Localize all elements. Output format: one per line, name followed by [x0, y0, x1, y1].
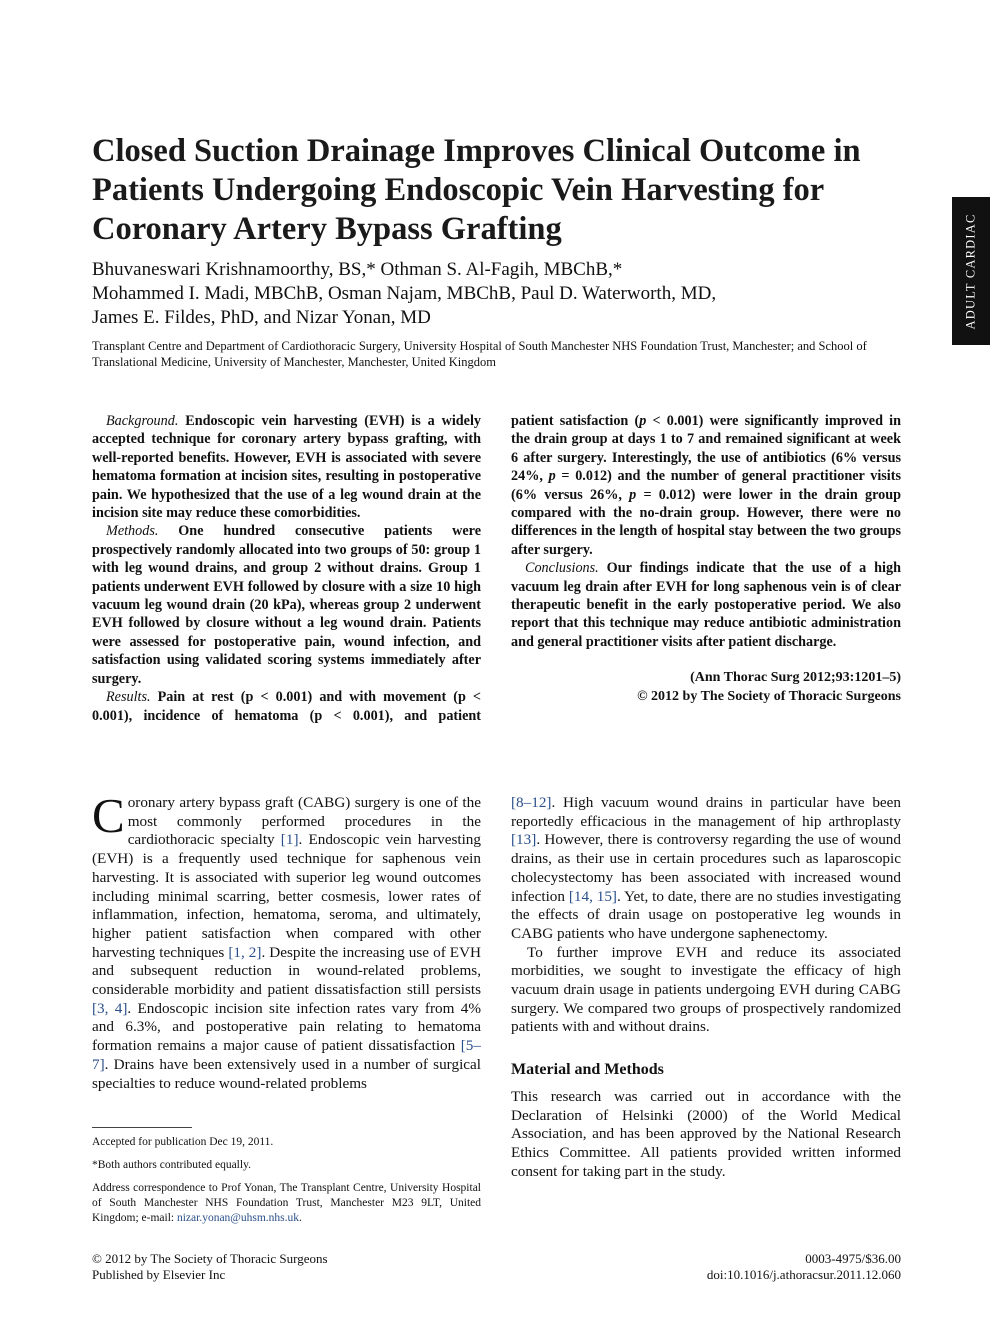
- author-degree: MBChB,: [249, 283, 324, 304]
- accepted-date: Accepted for publication Dec 19, 2011.: [92, 1136, 274, 1148]
- abstract-left-column: [92, 412, 481, 725]
- reference-link[interactable]: [3, 4]: [92, 999, 128, 1017]
- section-side-tab-label: ADULT CARDIAC: [963, 213, 978, 329]
- author-name: and Nizar Yonan,: [258, 307, 396, 328]
- affiliation: Transplant Centre and Department of Cardiothoracic Surgery, University Hospital of South Manchester NHS Foundation Trust, Manchester; and School of Translational Medicine, University of Manchester, Manchester, United Kingdom: [92, 339, 867, 369]
- abstract-right-column: [511, 412, 901, 706]
- author-name: Bhuvaneswari Krishnamoorthy,: [92, 259, 334, 280]
- reference-link[interactable]: [5–7]: [92, 1037, 481, 1073]
- footer-publisher: Published by Elsevier Inc: [92, 1267, 226, 1282]
- drop-cap: C: [92, 794, 125, 843]
- author-name: Osman Najam,: [323, 283, 442, 304]
- abstract-label: Methods.: [106, 523, 159, 540]
- author-degree: BS,*: [333, 259, 376, 280]
- footnote-rule: [92, 1127, 192, 1128]
- abstract-label: Results.: [106, 689, 151, 706]
- body-left-column: [92, 794, 481, 1112]
- reference-link[interactable]: [13]: [511, 831, 537, 849]
- footnotes: [92, 1135, 481, 1234]
- abstract-results: Results. Pain at rest (p < 0.001) and with movement (p < 0.001), incidence of hematoma (p < 0.001), and patient: [92, 689, 481, 724]
- footer-left: [92, 1251, 492, 1283]
- abstract-label: Background.: [106, 413, 179, 429]
- section-side-tab: [952, 197, 990, 345]
- intro-paragraph-continued: [8–12]. High vacuum wound drains in particular have been reportedly efficacious in the management of hip arthroplasty [13]. However, there is controversy regarding the use of wound drains, as their use in certain procedures such as laparoscopic cholecystectomy has been associated with increased wound infection [14, 15]. Yet, to date, there are no studies investigating the effects of drain usage on postoperative leg wounds in CABG patients who have undergone saphenectomy.: [511, 794, 901, 942]
- abstract-label: Conclusions.: [525, 560, 599, 577]
- equal-contribution-note: *Both authors contributed equally.: [92, 1159, 251, 1171]
- author-name: Mohammed I. Madi,: [92, 283, 250, 304]
- footer-doi: doi:10.1016/j.athoracsur.2011.12.060: [706, 1267, 901, 1282]
- author-name: Othman S. Al-Fagih,: [375, 259, 539, 280]
- author-name: James E. Fildes,: [92, 307, 216, 328]
- footer-copyright: © 2012 by The Society of Thoracic Surgeons: [92, 1251, 328, 1266]
- journal-citation: (Ann Thorac Surg 2012;93:1201–5): [690, 670, 901, 686]
- abstract-results-continued: patient satisfaction (p < 0.001) were significantly improved in the drain group at days 1 to 7 and remained significant at week 6 after surgery. Interestingly, the use of antibiotics (6% versus 24%, p = 0.012) and the number of general practitioner visits (6% versus 26%, p = 0.012) were lower in the drain group compared with the no-drain group. However, there were no differences in the length of hospital stay between the two groups after surgery.: [511, 413, 901, 558]
- author-list: [92, 258, 912, 330]
- author-degree: MD: [395, 307, 431, 328]
- section-heading: Material and Methods: [511, 1061, 664, 1079]
- correspondence-address: Address correspondence to Prof Yonan, The Transplant Centre, University Hospital of South Manchester NHS Foundation Trust, Manchester M23 9LT, United Kingdom; e-mail: nizar.yonan@uhsm.nhs.uk.: [92, 1182, 481, 1224]
- abstract-methods: Methods. One hundred consecutive patients were prospectively randomly allocated into two groups of 50: group 1 with leg wound drains, and group 2 without drains. Group 1 patients underwent EVH followed by closure with a size 10 high vacuum leg wound drain (20 kPa), whereas group 2 underwent EVH followed by closure without a leg wound drain. Patients were assessed for postoperative pain, wound infection, and satisfaction using validated scoring systems immediately after surgery.: [92, 523, 481, 687]
- reference-link[interactable]: [8–12]: [511, 794, 552, 811]
- reference-link[interactable]: [1, 2]: [228, 943, 262, 961]
- author-name: Paul D. Waterworth,: [515, 283, 676, 304]
- author-degree: MBChB,: [441, 283, 516, 304]
- abstract-conclusions: Conclusions. Our findings indicate that the use of a high vacuum leg drain after EVH for long saphenous vein is of clear therapeutic benefit in the early postoperative period. We also report that this technique may reduce antibiotic administration and general practitioner visits after patient discharge.: [511, 560, 901, 650]
- footer-issn: 0003-4975/$36.00: [805, 1251, 901, 1266]
- aim-paragraph: To further improve EVH and reduce its associated morbidities, we sought to investigate the efficacy of high vacuum drain usage in patients undergoing EVH during CABG surgery. We compared two groups of prospectively randomized patients with and without drains.: [511, 943, 901, 1036]
- email-link[interactable]: nizar.yonan@uhsm.nhs.uk: [176, 1212, 300, 1224]
- footer-right: [600, 1251, 901, 1283]
- author-degree: MD,: [675, 283, 717, 304]
- methods-paragraph: This research was carried out in accordance with the Declaration of Helsinki (2000) of the World Medical Association, and has been approved by the National Research Ethics Committee. All patients provided written informed consent for taking part in the study.: [511, 1087, 901, 1180]
- author-degree: MBChB,*: [538, 259, 623, 280]
- article-title: Closed Suction Drainage Improves Clinical Outcome in Patients Undergoing Endoscopic Vein Harvesting for Coronary Artery Bypass Grafting: [92, 133, 861, 247]
- abstract-background: Background. Endoscopic vein harvesting (EVH) is a widely accepted technique for coronary artery bypass grafting, with well-reported benefits. However, EVH is associated with severe hematoma formation at incision sites, resulting in postoperative pain. We hypothesized that the use of a leg wound drain at the incision site may reduce these comorbidities.: [92, 413, 481, 522]
- reference-link[interactable]: [1]: [280, 831, 299, 849]
- copyright-line: © 2012 by The Society of Thoracic Surgeons: [637, 688, 901, 704]
- author-degree: PhD,: [215, 307, 259, 328]
- reference-link[interactable]: [14, 15]: [568, 887, 617, 905]
- intro-paragraph: Coronary artery bypass graft (CABG) surgery is one of the most commonly performed procedures in the cardiothoracic specialty [1]. Endoscopic vein harvesting (EVH) is a frequently used technique for saphenous vein harvesting. It is associated with superior leg wound outcomes including minimal scarring, better cosmesis, lower rates of inflammation, infection, hematoma, seroma, and ultimately, higher patient satisfaction when compared with other harvesting techniques [1, 2]. Despite the increasing use of EVH and subsequent reduction in wound-related problems, considerable morbidity and patient dissatisfaction still persists [3, 4]. Endoscopic incision site infection rates vary from 4% and 6.3%, and postoperative pain relating to hematoma formation remains a major cause of patient dissatisfaction [5–7]. Drains have been extensively used in a number of surgical specialties to reduce wound-related problems: [92, 794, 481, 1092]
- body-right-column: [511, 794, 901, 1181]
